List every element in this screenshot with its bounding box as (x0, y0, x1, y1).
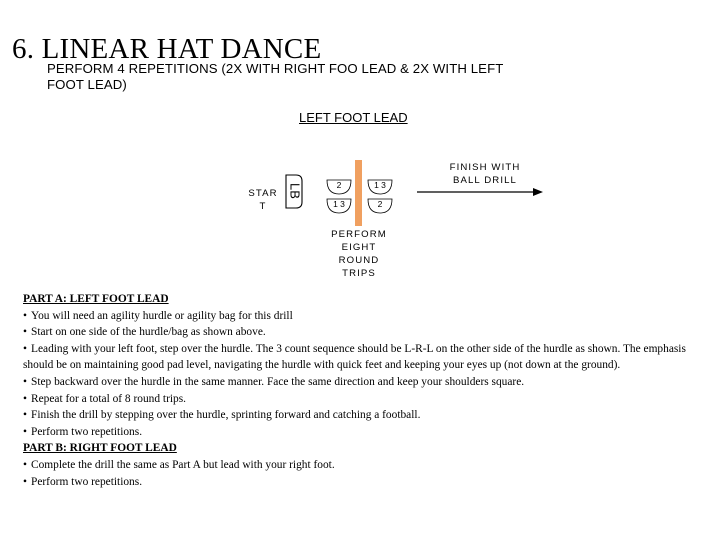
footprint-top-left (327, 180, 351, 194)
footprint-bottom-right-label: 2 (377, 199, 383, 209)
bullet-dot: • (23, 342, 27, 355)
finish-label-line-2: BALL DRILL (453, 175, 517, 186)
bullet-text: Finish the drill by stepping over the hurdle, sprinting forward and catching a football. (31, 409, 421, 422)
footprint-top-right (368, 180, 392, 194)
part-a-bullet (23, 424, 695, 441)
start-label-line-2: T (259, 201, 267, 212)
bullet-text: Repeat for a total of 8 round trips. (31, 392, 186, 405)
footprint-bottom-left-label: 1 3 (333, 199, 345, 209)
finish-label (440, 161, 530, 187)
bullet-dot: • (23, 392, 27, 405)
part-a-bullet (23, 341, 695, 374)
page-title: 6. LINEAR HAT DANCE (12, 33, 322, 65)
part-b-bullet (23, 474, 695, 491)
part-a-heading: PART A: LEFT FOOT LEAD (23, 293, 169, 305)
part-a-bullet (23, 324, 695, 341)
part-a-list (23, 308, 695, 441)
bullet-text: Leading with your left foot, step over the hurdle. The 3 count sequence should be L-R-L on the other side of the hurdle as shown. The emphasis should be on maintaining good pad level, navigating the hurdle with quick feet and keeping your eyes up (not down at the ground). (23, 342, 686, 372)
part-b-bullet (23, 457, 695, 474)
perform-label-line-4: TRIPS (342, 268, 376, 279)
bullet-dot: • (23, 425, 27, 438)
finish-label-line-1: FINISH WITH (449, 162, 521, 173)
lead-heading: LEFT FOOT LEAD (299, 110, 408, 125)
bullet-text: Step backward over the hurdle in the same manner. Face the same direction and keep your shoulders square. (31, 375, 525, 388)
bullet-text: You will need an agility hurdle or agility bag for this drill (31, 309, 293, 322)
footprint-bottom-right (368, 199, 392, 213)
instructions (23, 291, 695, 490)
perform-label-line-1: PERFORM (331, 229, 387, 240)
bullet-dot: • (23, 475, 27, 488)
footprint-top-right-label: 1 3 (374, 180, 386, 190)
start-label-line-1: STAR (248, 188, 278, 199)
perform-label (326, 228, 392, 280)
bullet-dot: • (23, 326, 27, 339)
bullet-text: Perform two repetitions. (31, 475, 143, 488)
start-label (245, 187, 281, 213)
footprint-top-left-label: 2 (336, 180, 342, 190)
page-subtitle: PERFORM 4 REPETITIONS (2X WITH RIGHT FOO LEAD & 2X WITH LEFT FOOT LEAD) (47, 61, 504, 92)
finish-arrow (417, 188, 543, 196)
part-b-heading: PART B: RIGHT FOOT LEAD (23, 442, 177, 455)
bullet-dot: • (23, 409, 27, 422)
hurdle-bar (355, 160, 362, 226)
footprint-bottom-left (327, 199, 351, 213)
part-a-bullet (23, 308, 695, 325)
bullet-text: Complete the drill the same as Part A but lead with your right foot. (31, 458, 335, 471)
perform-label-line-2: EIGHT (341, 242, 377, 253)
perform-label-line-3: ROUND (338, 255, 380, 266)
bullet-dot: • (23, 309, 27, 322)
part-b-list (23, 457, 695, 490)
part-a-bullet (23, 407, 695, 424)
bullet-dot: • (23, 375, 27, 388)
bullet-text: Perform two repetitions. (31, 425, 143, 438)
bullet-dot: • (23, 458, 27, 471)
part-a-bullet (23, 374, 695, 391)
lb-label: LB (287, 183, 303, 199)
part-a-bullet (23, 391, 695, 408)
bullet-text: Start on one side of the hurdle/bag as shown above. (31, 326, 266, 339)
